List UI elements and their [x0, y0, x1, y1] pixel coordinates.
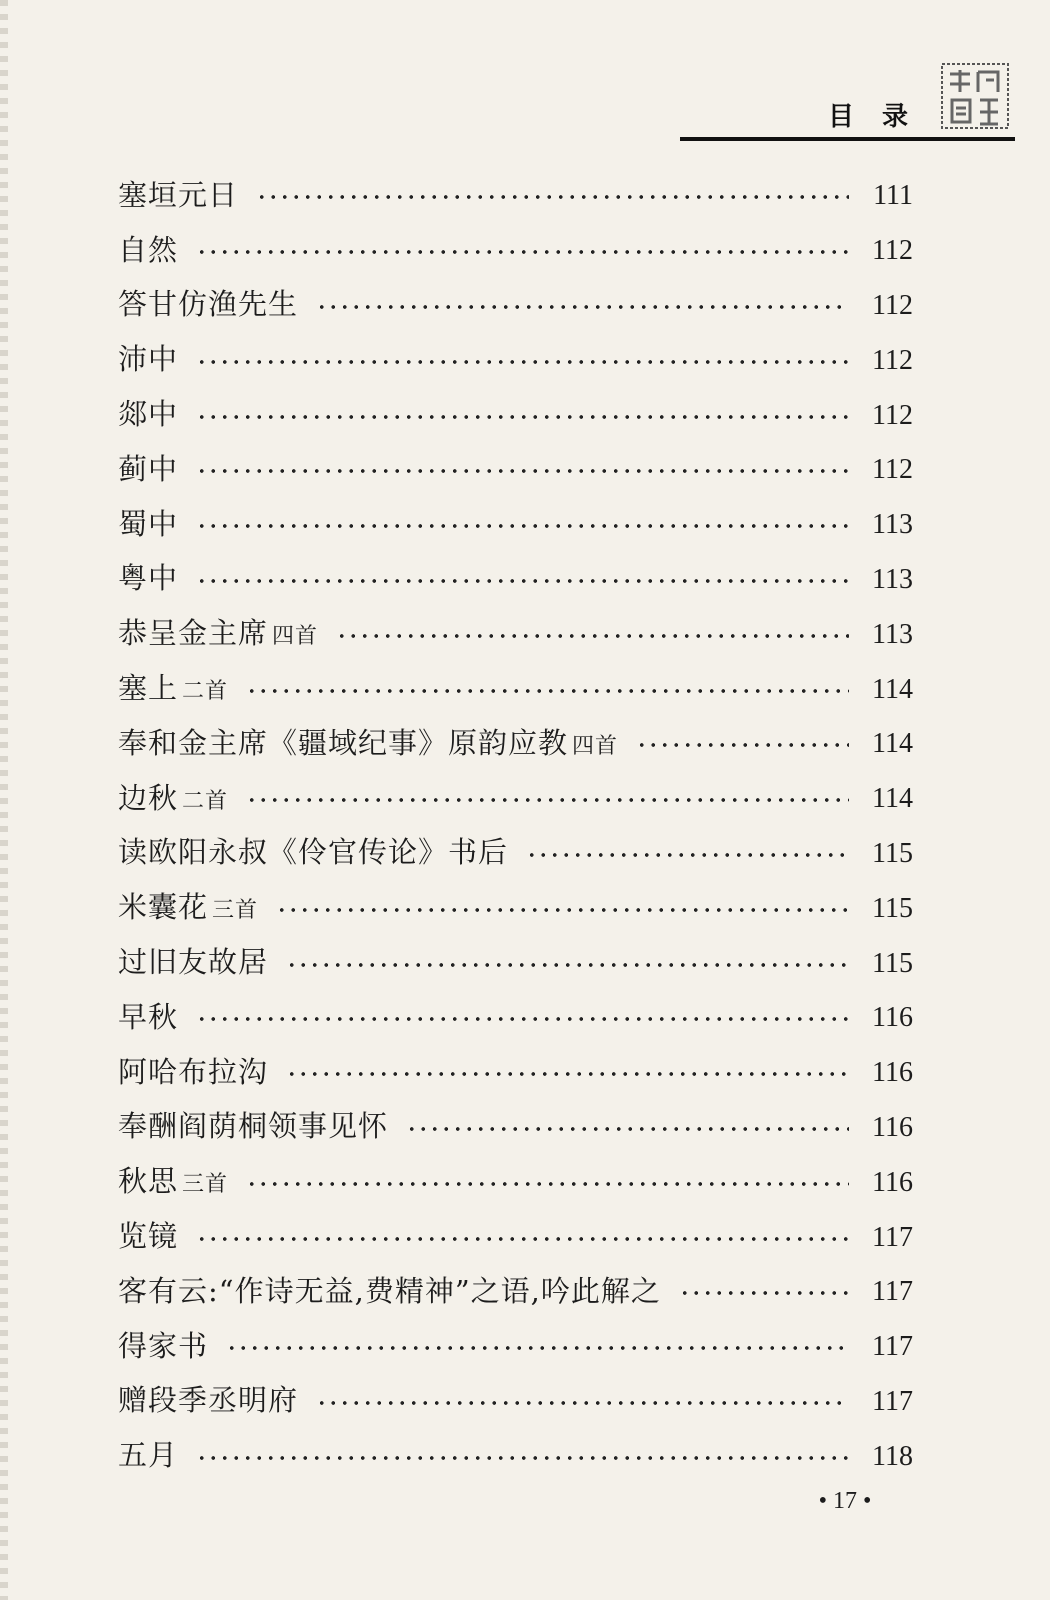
entry-title: [118, 1269, 661, 1310]
entry-title: [118, 1378, 298, 1419]
entry-title-text: 赠段季丞明府: [118, 1383, 299, 1418]
entry-page-number: 112: [872, 344, 913, 376]
entry-title: [118, 556, 178, 597]
entry-page-number: 112: [872, 454, 913, 486]
toc-entry[interactable]: [118, 1426, 913, 1481]
entry-title-text: 蜀中: [118, 506, 179, 541]
entry-page-number: 116: [872, 1166, 913, 1198]
entry-note: 四首: [272, 624, 319, 650]
entry-note: 四首: [572, 733, 619, 759]
entry-title: [118, 228, 178, 269]
dot-leader: [526, 852, 849, 858]
entry-page-number: 111: [873, 180, 913, 212]
toc-entry[interactable]: [118, 495, 913, 550]
entry-page-number: 115: [872, 947, 913, 979]
entry-title-text: 读欧阳永叔《伶官传论》书后: [118, 835, 509, 870]
entry-title-text: 郯中: [118, 397, 179, 432]
toc-entry[interactable]: [118, 221, 913, 276]
entry-title: [118, 776, 228, 817]
page-number: • 17 •: [818, 1488, 872, 1514]
entry-title-text: 米囊花: [118, 890, 209, 925]
toc-entry[interactable]: [118, 166, 913, 221]
header-rule: [680, 137, 1015, 141]
entry-title-text: 边秋: [118, 780, 179, 815]
entry-page-number: 112: [872, 399, 913, 431]
dot-leader: [256, 194, 849, 200]
entry-title-text: 览镜: [118, 1219, 179, 1254]
dot-leader: [196, 414, 849, 420]
entry-page-number: 117: [872, 1385, 913, 1417]
entry-page-number: 115: [872, 892, 913, 924]
dot-leader: [286, 1071, 849, 1077]
dot-leader: [316, 1400, 849, 1406]
toc-entry[interactable]: [118, 440, 913, 495]
entry-title-text: 自然: [118, 232, 179, 267]
dot-leader: [316, 304, 849, 310]
toc-entry[interactable]: [118, 933, 913, 988]
table-of-contents: [118, 166, 913, 1481]
entry-title: [118, 885, 258, 926]
toc-entry[interactable]: [118, 988, 913, 1043]
entry-title: [118, 940, 268, 981]
entry-title: [118, 666, 228, 707]
entry-title: [118, 392, 178, 433]
toc-entry[interactable]: [118, 1317, 913, 1372]
dot-leader: [246, 688, 849, 694]
entry-note: 三首: [212, 898, 259, 924]
entry-page-number: 118: [872, 1440, 913, 1472]
toc-entry[interactable]: [118, 604, 913, 659]
dot-leader: [196, 1016, 849, 1022]
entry-title: [118, 282, 298, 323]
dot-leader: [226, 1345, 849, 1351]
dot-leader: [636, 742, 849, 748]
dot-leader: [196, 523, 849, 529]
toc-entry[interactable]: [118, 1207, 913, 1262]
entry-title: [118, 995, 178, 1036]
entry-title-text: 粤中: [118, 561, 179, 596]
entry-title: [118, 173, 238, 214]
toc-entry[interactable]: [118, 714, 913, 769]
entry-page-number: 117: [872, 1221, 913, 1253]
entry-title-text: 奉和金主席《疆域纪事》原韵应教: [118, 725, 569, 760]
entry-title-text: 答甘仿渔先生: [118, 287, 299, 322]
entry-title-text: 蓟中: [118, 451, 179, 486]
toc-entry[interactable]: [118, 550, 913, 605]
entry-title-text: 阿哈布拉沟: [118, 1054, 269, 1089]
entry-title: [118, 502, 178, 543]
entry-title-text: 奉酬阎荫桐领事见怀: [118, 1109, 389, 1144]
entry-title-text: 早秋: [118, 999, 179, 1034]
dot-leader: [286, 962, 849, 968]
entry-page-number: 116: [872, 1111, 913, 1143]
toc-entry[interactable]: [118, 659, 913, 714]
entry-page-number: 114: [872, 783, 913, 815]
entry-title: [118, 447, 178, 488]
entry-page-number: 114: [872, 728, 913, 760]
toc-entry[interactable]: [118, 824, 913, 879]
entry-page-number: 114: [872, 673, 913, 705]
dot-leader: [406, 1126, 849, 1132]
toc-entry[interactable]: [118, 1262, 913, 1317]
dot-leader: [336, 633, 849, 639]
dot-leader: [196, 1236, 849, 1242]
entry-title: [118, 611, 318, 652]
entry-title-text: 恭呈金主席: [118, 616, 269, 651]
entry-title-text: 过旧友故居: [118, 945, 269, 980]
toc-entry[interactable]: [118, 330, 913, 385]
toc-entry[interactable]: [118, 1043, 913, 1098]
entry-title: [118, 721, 618, 762]
entry-title-text: 得家书: [118, 1328, 209, 1363]
toc-entry[interactable]: [118, 1152, 913, 1207]
entry-title: [118, 1104, 388, 1145]
dot-leader: [196, 1455, 849, 1461]
entry-note: 二首: [182, 679, 229, 705]
entry-page-number: 113: [872, 618, 913, 650]
entry-title: [118, 1433, 178, 1474]
entry-note: 二首: [182, 788, 229, 814]
entry-title: [118, 1324, 208, 1365]
entry-title-text: 秋思: [118, 1164, 179, 1199]
entry-title-text: 五月: [118, 1438, 179, 1473]
toc-entry[interactable]: [118, 1372, 913, 1427]
entry-page-number: 112: [872, 289, 913, 321]
entry-title-text: 沛中: [118, 342, 179, 377]
entry-title: [118, 1159, 228, 1200]
entry-page-number: 117: [872, 1331, 913, 1363]
toc-entry[interactable]: [118, 276, 913, 331]
dot-leader: [196, 468, 849, 474]
dot-leader: [196, 359, 849, 365]
seal-stamp-icon: [940, 62, 1010, 130]
entry-title-text: 塞垣元日: [118, 177, 239, 212]
toc-entry[interactable]: [118, 1098, 913, 1153]
entry-page-number: 112: [872, 235, 913, 267]
dot-leader: [679, 1290, 849, 1296]
toc-entry[interactable]: [118, 769, 913, 824]
entry-page-number: 115: [872, 837, 913, 869]
dot-leader: [196, 578, 849, 584]
dot-leader: [196, 249, 849, 255]
entry-page-number: 116: [872, 1057, 913, 1089]
entry-title: [118, 1050, 268, 1091]
page-edge: [0, 0, 8, 1600]
entry-title-text: 塞上: [118, 671, 179, 706]
entry-page-number: 113: [872, 563, 913, 595]
dot-leader: [246, 1181, 849, 1187]
dot-leader: [276, 907, 849, 913]
entry-page-number: 116: [872, 1002, 913, 1034]
entry-title: [118, 830, 508, 871]
entry-note: 三首: [182, 1172, 229, 1198]
entry-page-number: 113: [872, 509, 913, 541]
entry-title-text: 客有云:“作诗无益,费精神”之语,吟此解之: [118, 1273, 661, 1308]
entry-title: [118, 337, 178, 378]
toc-entry[interactable]: [118, 878, 913, 933]
header-title: 目录: [828, 102, 937, 132]
entry-title: [118, 1214, 178, 1255]
dot-leader: [246, 797, 849, 803]
entry-page-number: 117: [872, 1276, 913, 1308]
toc-entry[interactable]: [118, 385, 913, 440]
